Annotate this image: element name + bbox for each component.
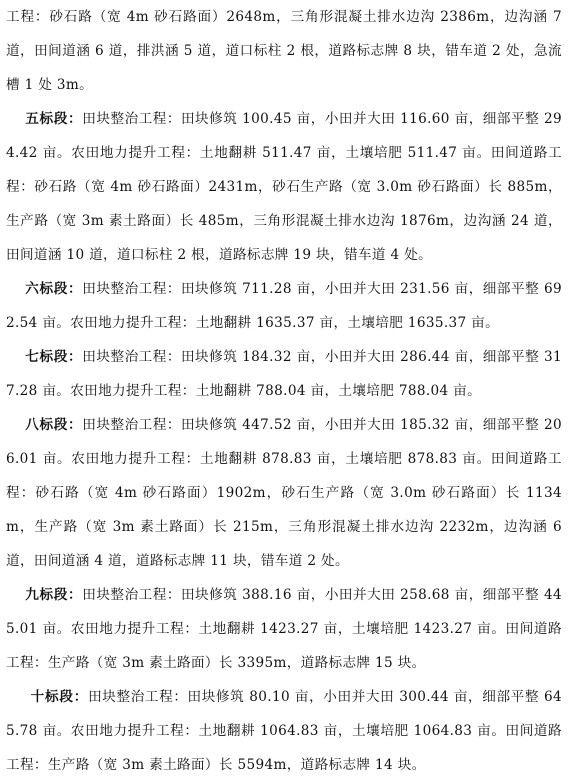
section-heading: 九标段： bbox=[25, 587, 83, 603]
paragraph-section-9 bbox=[6, 578, 562, 680]
paragraph-indent bbox=[6, 689, 31, 705]
section-heading: 六标段： bbox=[25, 281, 83, 297]
paragraph-indent bbox=[6, 349, 25, 365]
paragraph-text: 田块整治工程：田块修筑 447.52 亩，小田并大田 185.32 亩，细部平整 206.01 亩。农田地力提升工程：土地翻耕 878.83 亩，土壤培肥 878.83 亩。田间道路工程：砂石路（宽 4m 砂石路面）1902m，砂石生产路（宽 3.0m 砂石路面）长 1134m，生产路（宽 3m 素土路面）长 215m，三角形混凝土排水边沟 2232m，边沟涵 6 道，田间道涵 4 道，道路标志牌 11 块，错车道 2 处。 bbox=[6, 417, 562, 569]
paragraph-text: 田块整治工程：田块修筑 711.28 亩，小田并大田 231.56 亩，细部平整 692.54 亩。农田地力提升工程：土地翻耕 1635.37 亩，土壤培肥 1635.37 亩。 bbox=[6, 281, 562, 331]
paragraph-section-8 bbox=[6, 408, 562, 578]
paragraph-text: 田块整治工程：田块修筑 388.16 亩，小田并大田 258.68 亩，细部平整 445.01 亩。农田地力提升工程：土地翻耕 1423.27 亩，土壤培肥 1423.27 亩。田间道路工程：生产路（宽 3m 素土路面）长 3395m，道路标志牌 15 块。 bbox=[6, 587, 562, 671]
paragraph-road-works-continued bbox=[6, 0, 562, 102]
section-heading: 五标段： bbox=[25, 111, 83, 127]
paragraph-text: 田块整治工程：田块修筑 184.32 亩，小田并大田 286.44 亩，细部平整 317.28 亩。农田地力提升工程：土地翻耕 788.04 亩，土壤培肥 788.04 亩。 bbox=[6, 349, 562, 399]
paragraph-section-7 bbox=[6, 340, 562, 408]
paragraph-text: 田块整治工程：田块修筑 80.10 亩，小田并大田 300.44 亩，细部平整 645.78 亩。农田地力提升工程：土地翻耕 1064.83 亩，土壤培肥 1064.83 亩。田间道路工程：生产路（宽 3m 素土路面）长 5594m，道路标志牌 14 块。 bbox=[6, 689, 562, 773]
paragraph-text: 田块整治工程：田块修筑 100.45 亩，小田并大田 116.60 亩，细部平整 294.42 亩。农田地力提升工程：土地翻耕 511.47 亩，土壤培肥 511.47 亩。田间道路工程：砂石路（宽 4m 砂石路面）2431m，砂石生产路（宽 3.0m 砂石路面）长 885m，生产路（宽 3m 素土路面）长 485m，三角形混凝土排水边沟 1876m，边沟涵 24 道，田间道涵 10 道，道口标柱 2 根，道路标志牌 19 块，错车道 4 处。 bbox=[6, 111, 562, 263]
section-heading: 十标段： bbox=[30, 689, 89, 705]
paragraph-indent bbox=[6, 111, 25, 127]
paragraph-section-10 bbox=[6, 680, 562, 782]
paragraph-indent bbox=[6, 417, 25, 433]
paragraph-indent bbox=[6, 587, 25, 603]
paragraph-text: 工程：砂石路（宽 4m 砂石路面）2648m，三角形混凝土排水边沟 2386m，边沟涵 7 道，田间道涵 6 道，排洪涵 5 道，道口标柱 2 根，道路标志牌 8 块，错车道 2 处，急流槽 1 处 3m。 bbox=[6, 9, 562, 93]
section-heading: 七标段： bbox=[25, 349, 83, 365]
paragraph-section-6 bbox=[6, 272, 562, 340]
section-heading: 八标段： bbox=[25, 417, 83, 433]
paragraph-indent bbox=[6, 281, 25, 297]
paragraph-section-5 bbox=[6, 102, 562, 272]
